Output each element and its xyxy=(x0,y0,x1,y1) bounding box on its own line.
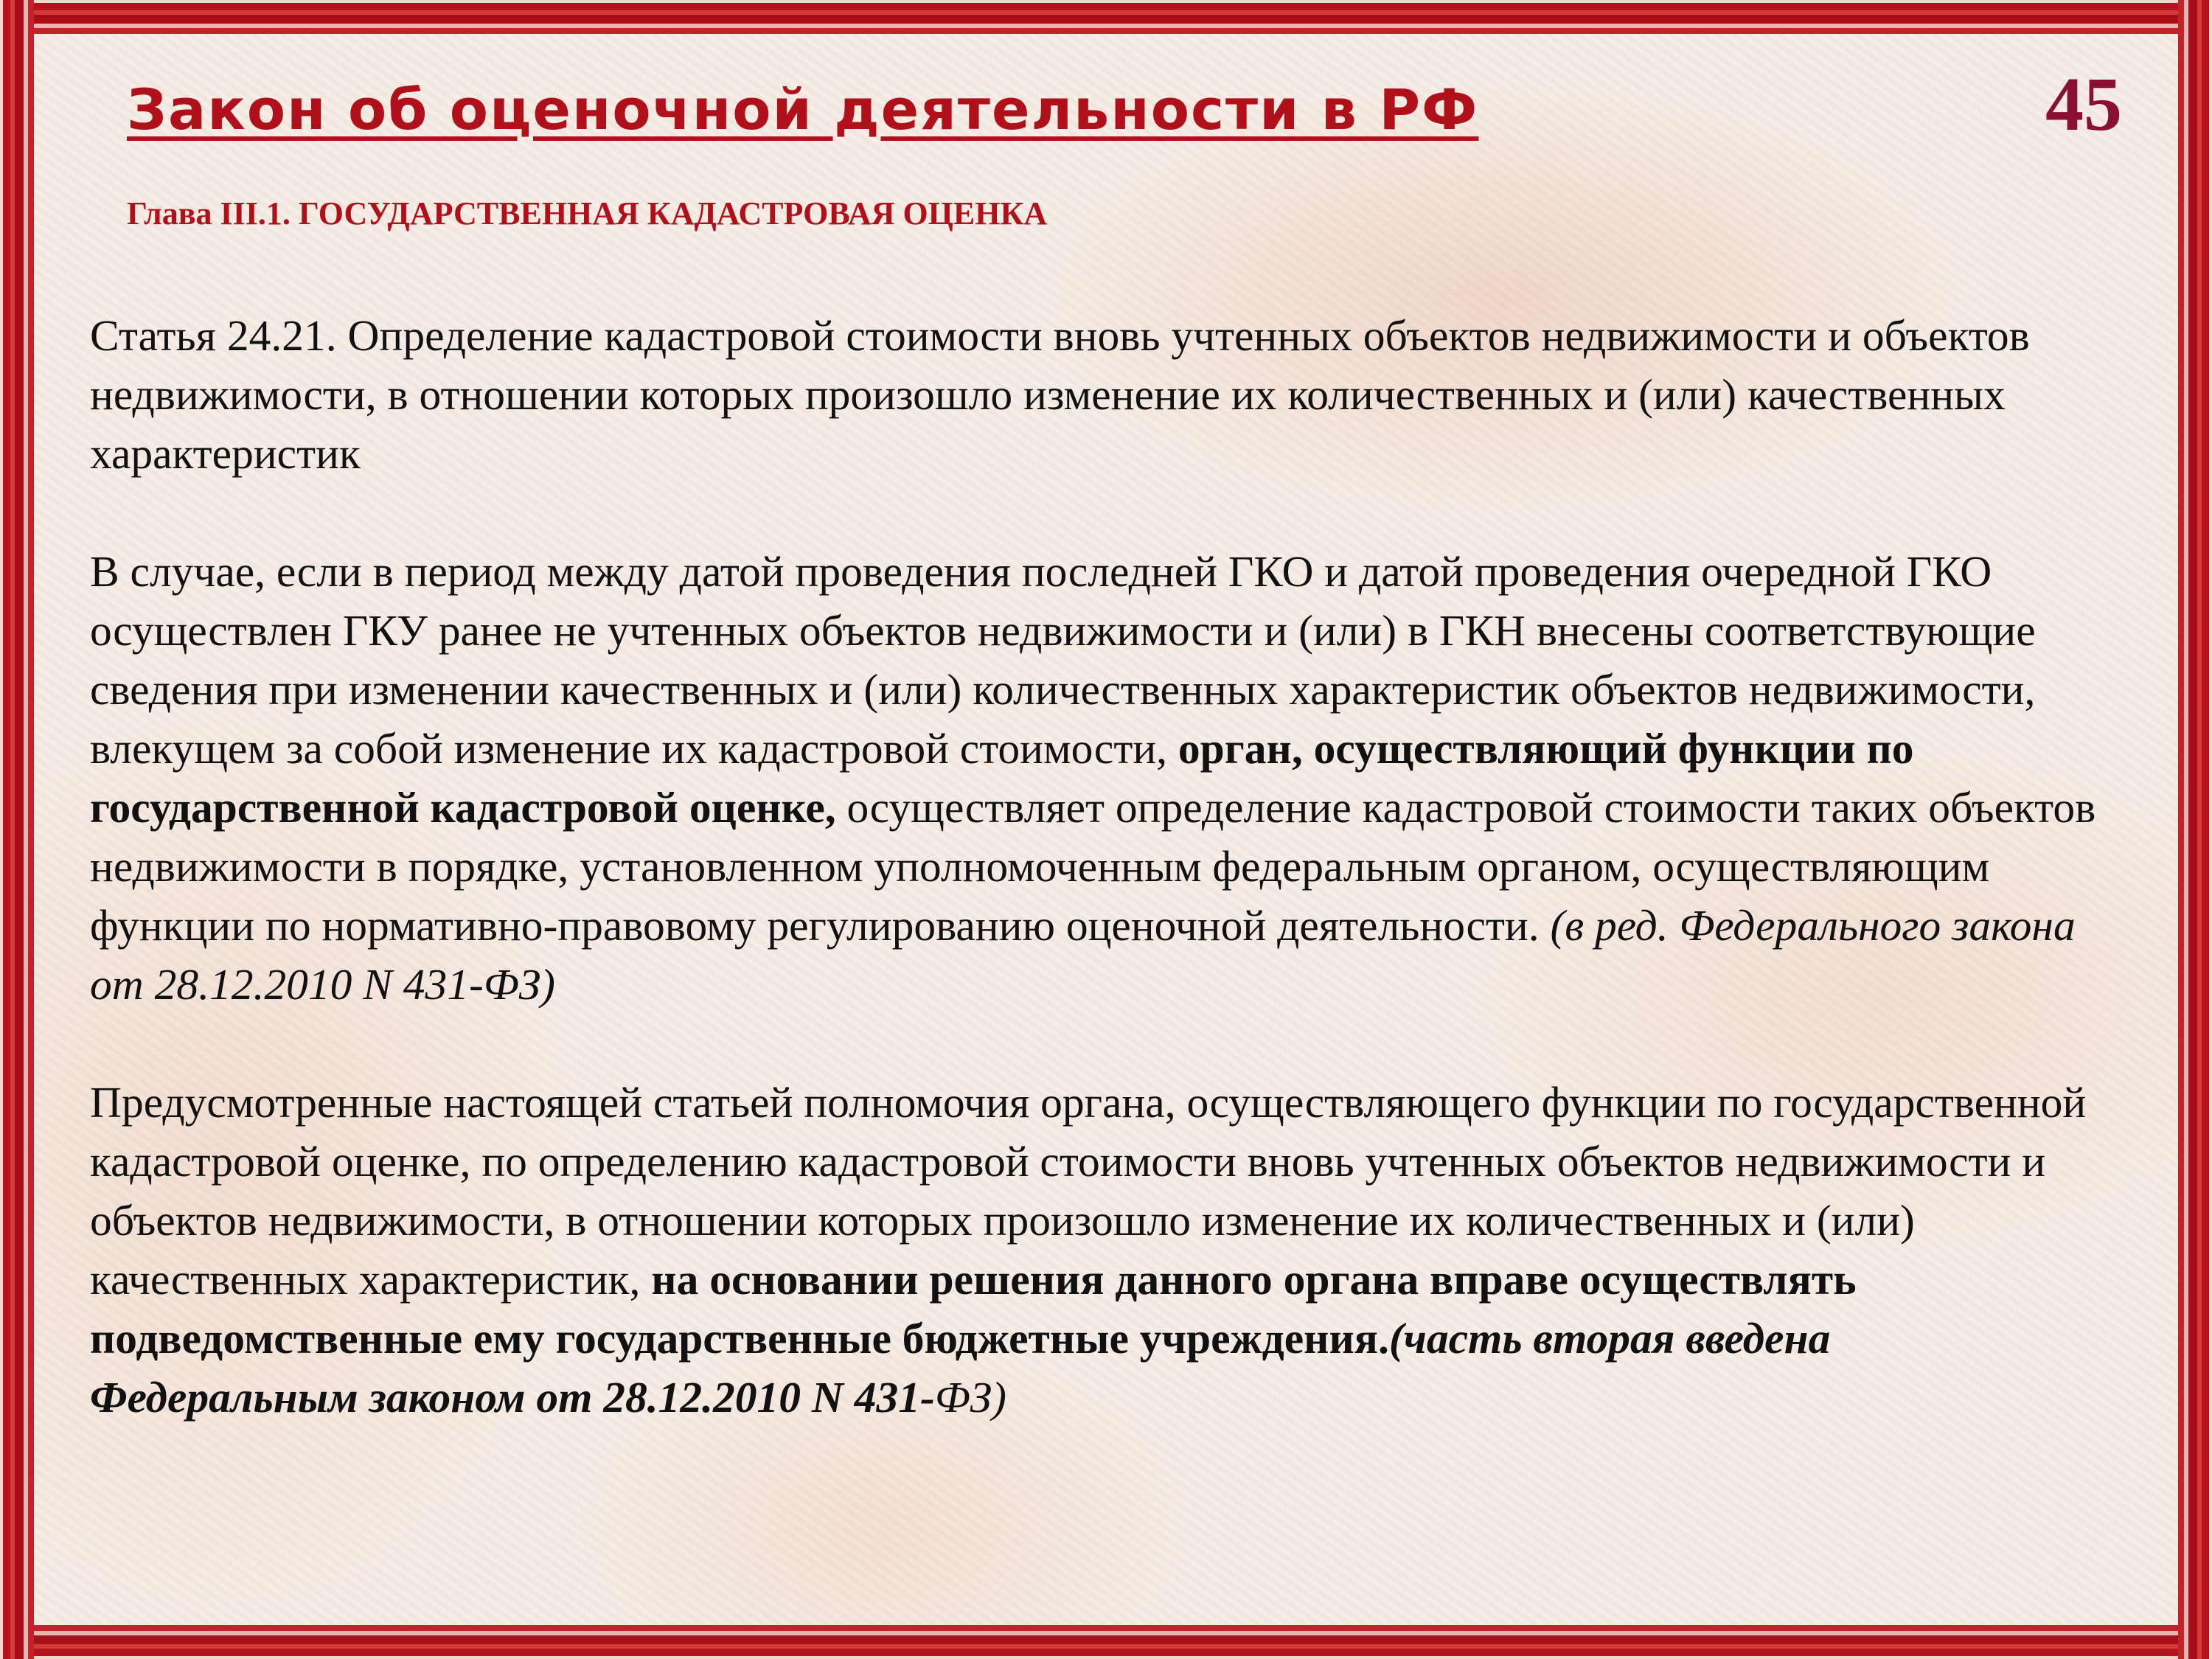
frame-bottom-border xyxy=(0,1622,2212,1659)
paragraph-1-amendment-note: (в ред. Федерального закона от 28.12.2010 N 431-ФЗ) xyxy=(90,901,2076,1009)
frame-left-border xyxy=(0,0,37,1659)
paragraph-2-text: Предусмотренные настоящей статьей полномочия органа, осуществляющего функции по государственной кадастровой оценке, по определению кадастровой стоимости вновь учтенных объектов недвижимости и объектов недвижимости, в отношении которых произошло изменение их количественных и (или) качественных характеристик, xyxy=(90,1078,2087,1304)
paragraph-1 xyxy=(90,542,2099,1014)
frame-top-border xyxy=(0,0,2212,37)
paragraph-2-amendment-note-end: ФЗ) xyxy=(934,1373,1006,1422)
paragraph-2-bold: на основании решения данного органа вправе осуществлять подведомственные ему государственные бюджетные учреждения. xyxy=(90,1255,1857,1363)
article-body xyxy=(90,306,2099,1427)
paragraph-1-bold: орган, осуществляющий функции по государственной кадастровой оценке, xyxy=(90,724,1914,832)
paragraph-2-amendment-note: (часть вторая введена Федеральным законом от 28.12.2010 N 431- xyxy=(90,1314,1831,1422)
chapter-heading: Глава III.1. ГОСУДАРСТВЕННАЯ КАДАСТРОВАЯ ОЦЕНКА xyxy=(127,195,1048,232)
page-number: 45 xyxy=(2045,62,2122,147)
paragraph-2 xyxy=(90,1073,2099,1427)
frame-right-border xyxy=(2175,0,2212,1659)
article-heading: Статья 24.21. Определение кадастровой стоимости вновь учтенных объектов недвижимости и объектов недвижимости, в отношении которых произошло изменение их количественных и (или) качественных характеристик xyxy=(90,311,2030,478)
slide-title: Закон об оценочной деятельности в РФ xyxy=(127,77,1479,142)
paragraph-1-text-b: осуществляет определение кадастровой стоимости таких объектов недвижимости в порядке, установленном уполномоченным федеральным органом, осуществляющим функции по нормативно-правовому регулированию оценочной деятельности. xyxy=(90,783,2096,950)
paragraph-1-text-a: В случае, если в период между датой проведения последней ГКО и датой проведения очередной ГКО осуществлен ГКУ ранее не учтенных объектов недвижимости и (или) в ГКН внесены соответствующие сведения при изменении качественных и (или) количественных характеристик объектов недвижимости, влекущем за собой изменение их кадастровой стоимости, xyxy=(90,547,2036,773)
